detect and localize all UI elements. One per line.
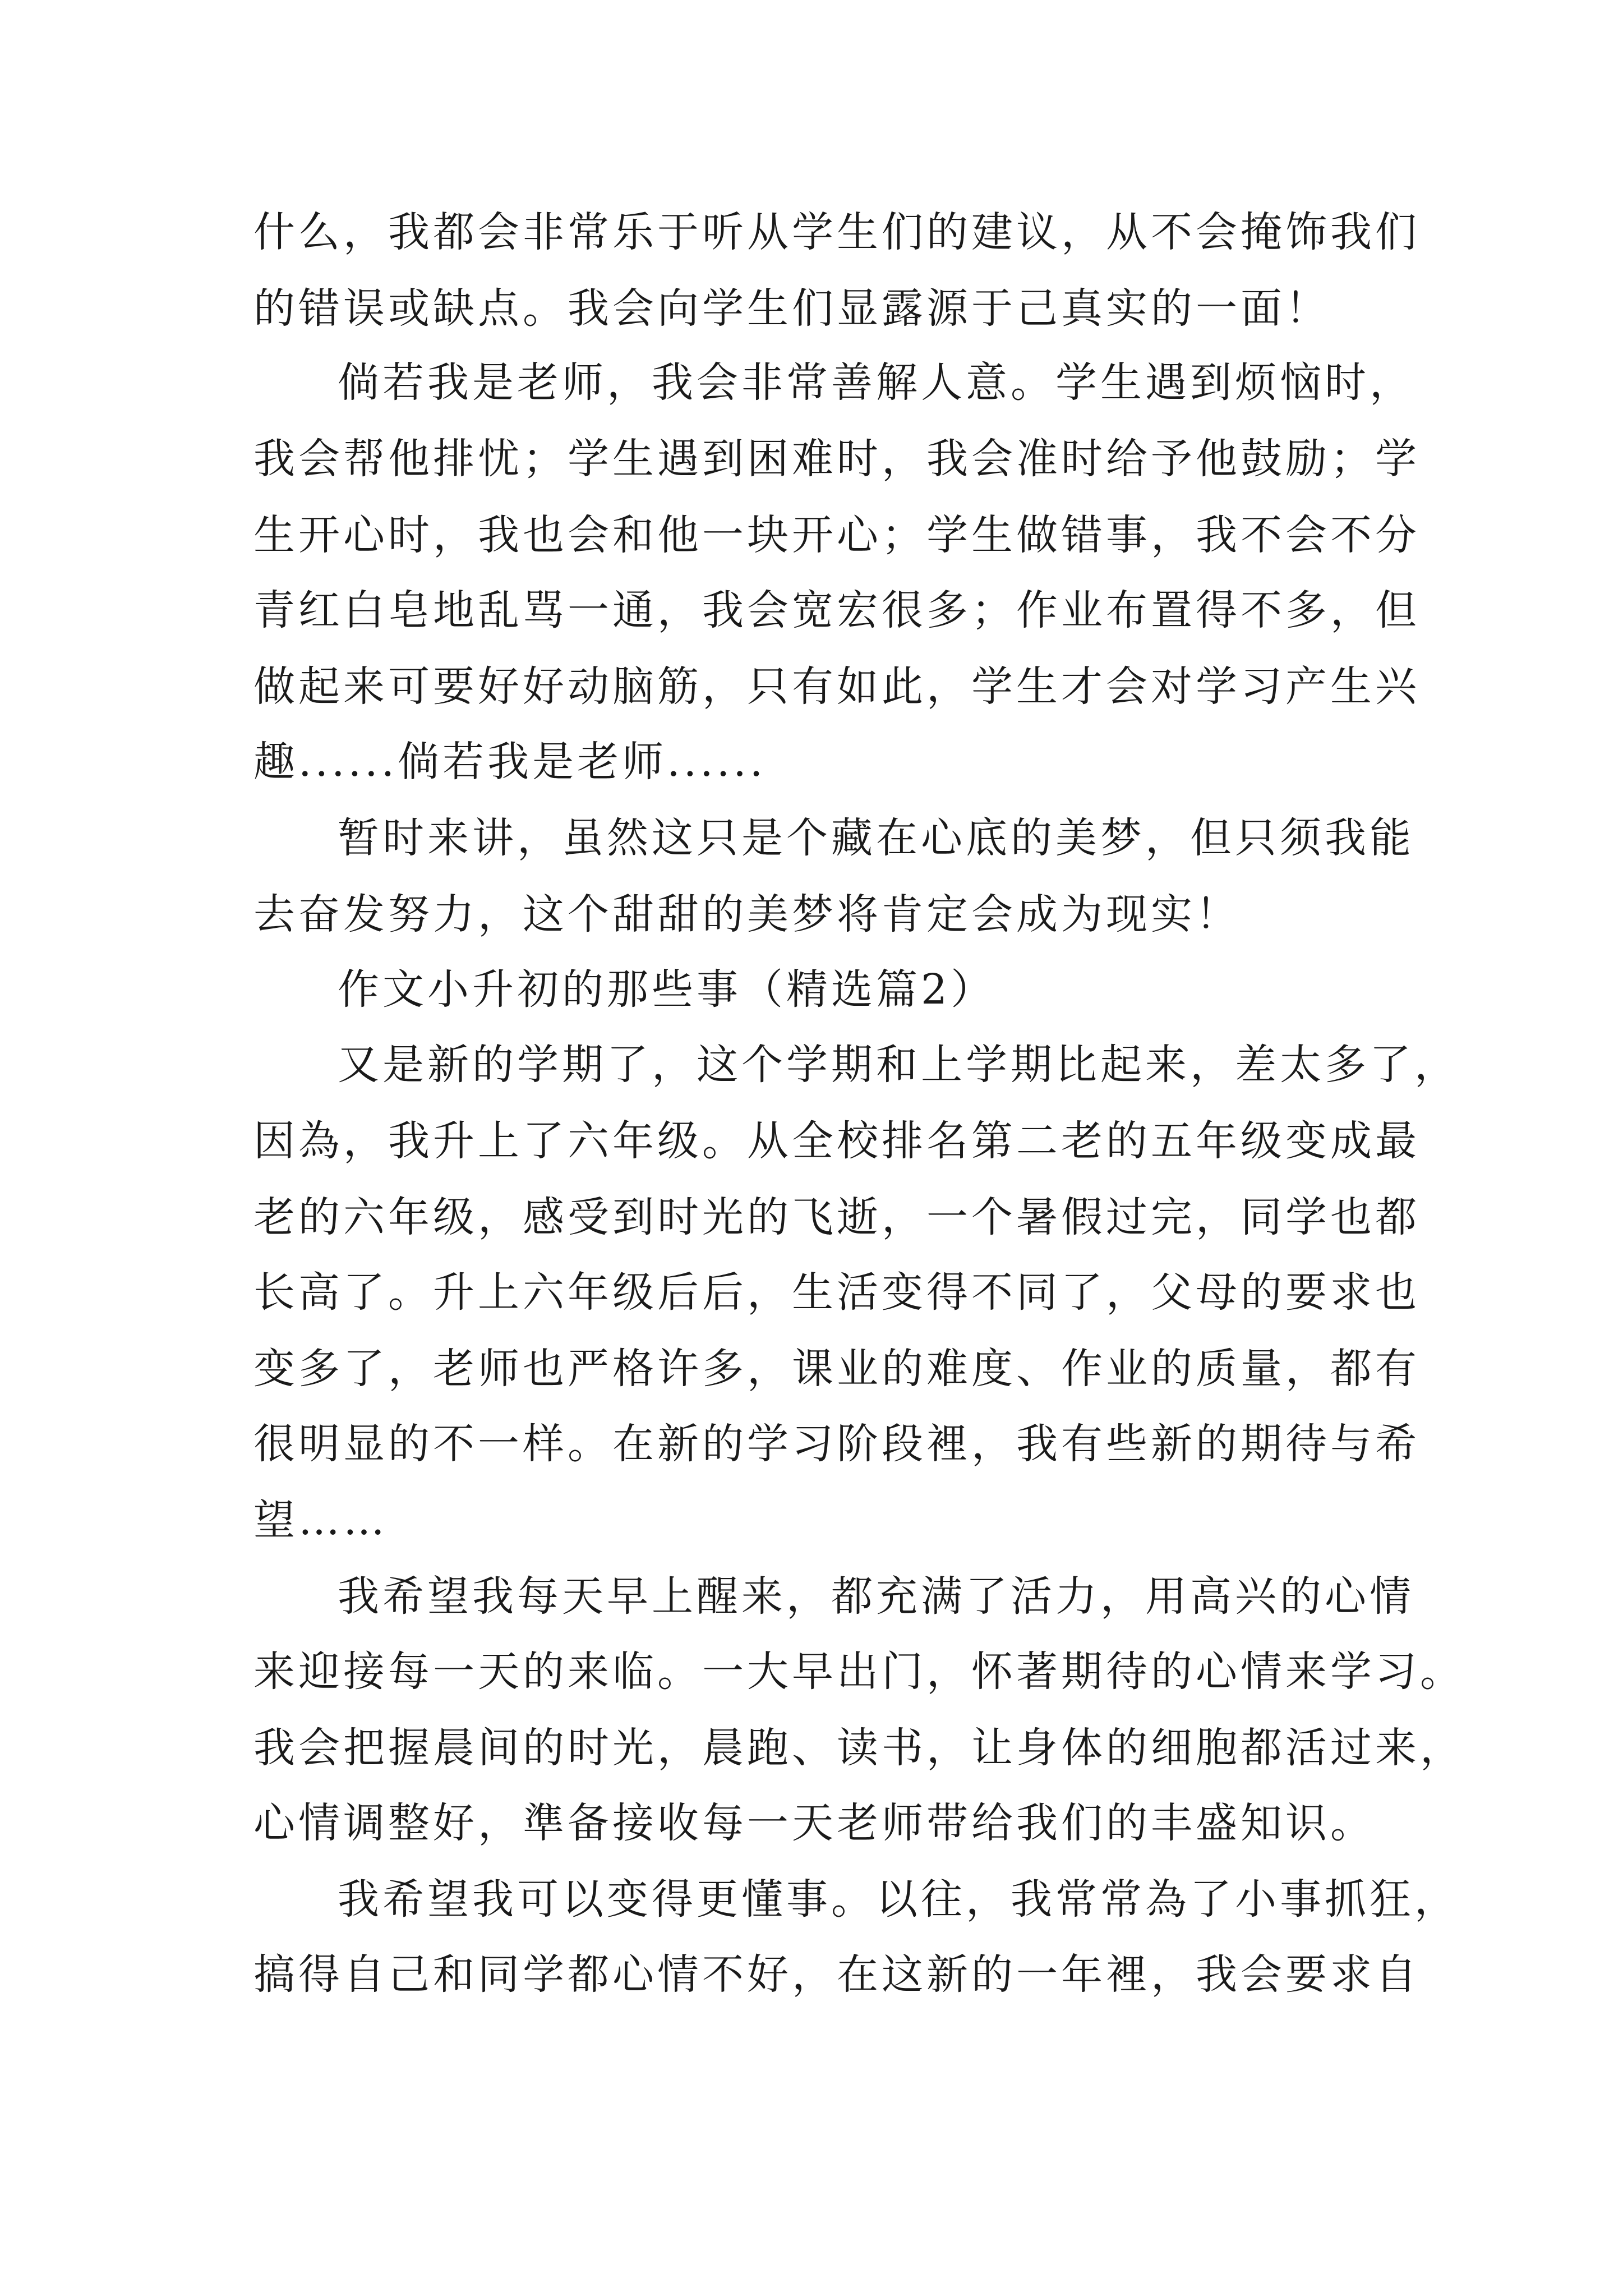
text-line: 望…… bbox=[253, 1496, 388, 1544]
text-line: 长高了。升上六年级后后，生活变得不同了，父母的要求也 bbox=[253, 1268, 1420, 1317]
text-line: 生开心时，我也会和他一块开心；学生做错事，我不会不分 bbox=[253, 511, 1420, 559]
text-line: 什么，我都会非常乐于听从学生们的建议，从不会掩饰我们 bbox=[253, 208, 1420, 256]
text-line: 心情调整好，準备接收每一天老师带给我们的丰盛知识。 bbox=[253, 1799, 1375, 1847]
text-line: 趣......倘若我是老师...... bbox=[253, 738, 767, 786]
text-line: 来迎接每一天的来临。一大早出门，怀著期待的心情来学习。 bbox=[253, 1648, 1465, 1696]
paragraph-start-line: 我希望我每天早上醒来，都充满了活力，用高兴的心情 bbox=[338, 1572, 1414, 1621]
section-heading: 作文小升初的那些事（精选篇2） bbox=[338, 965, 996, 1014]
text-line: 变多了，老师也严格许多，课业的难度、作业的质量，都有 bbox=[253, 1345, 1420, 1393]
text-line: 我会帮他排忧；学生遇到困难时，我会准时给予他鼓励；学 bbox=[253, 435, 1420, 483]
paragraph-start-line: 我希望我可以变得更懂事。以往，我常常為了小事抓狂， bbox=[338, 1875, 1459, 1924]
paragraph-start-line: 暂时来讲，虽然这只是个藏在心底的美梦，但只须我能 bbox=[338, 814, 1414, 862]
paragraph-start-line: 倘若我是老师，我会非常善解人意。学生遇到烦恼时， bbox=[338, 358, 1414, 407]
text-line: 因為，我升上了六年级。从全校排名第二老的五年级变成最 bbox=[253, 1117, 1420, 1165]
text-line: 搞得自己和同学都心情不好，在这新的一年裡，我会要求自 bbox=[253, 1950, 1420, 1999]
text-line: 青红白皂地乱骂一通，我会宽宏很多；作业布置得不多，但 bbox=[253, 586, 1420, 634]
text-line: 的错误或缺点。我会向学生们显露源于己真实的一面！ bbox=[253, 284, 1330, 333]
text-line: 很明显的不一样。在新的学习阶段裡，我有些新的期待与希 bbox=[253, 1420, 1420, 1468]
text-line: 去奋发努力，这个甜甜的美梦将肯定会成为现实！ bbox=[253, 890, 1241, 938]
text-line: 我会把握晨间的时光，晨跑、读书，让身体的细胞都活过来， bbox=[253, 1724, 1465, 1772]
text-line: 做起来可要好好动脑筋，只有如此，学生才会对学习产生兴 bbox=[253, 662, 1420, 711]
paragraph-start-line: 又是新的学期了，这个学期和上学期比起来，差太多了， bbox=[338, 1041, 1459, 1089]
text-line: 老的六年级，感受到时光的飞逝，一个暑假过完，同学也都 bbox=[253, 1193, 1420, 1241]
